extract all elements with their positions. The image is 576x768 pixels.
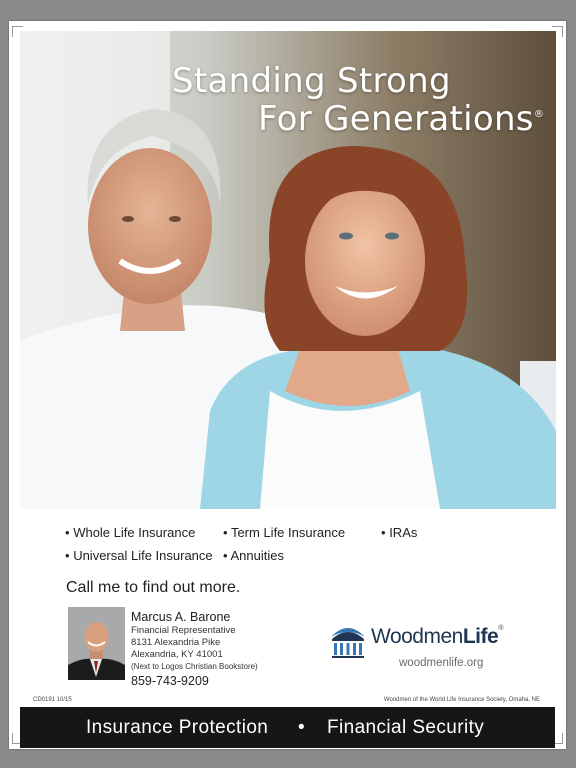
product-label: Universal Life Insurance xyxy=(73,548,213,563)
hero-photo xyxy=(20,31,556,509)
bullet: • xyxy=(223,548,228,563)
bullet: • xyxy=(65,525,70,540)
agent-title: Financial Representative xyxy=(131,625,236,636)
logo-word-life: Life xyxy=(462,625,499,648)
list-item xyxy=(381,525,417,540)
website-link[interactable]: woodmenlife.org xyxy=(399,657,484,669)
woodmenlife-logo xyxy=(329,621,503,669)
flyer-page xyxy=(9,21,566,749)
headline-line-2 xyxy=(258,99,544,139)
call-to-action: Call me to find out more. xyxy=(66,579,241,596)
agent-phone[interactable]: 859-743-9209 xyxy=(131,674,209,688)
footer-bar-right: Financial Security xyxy=(327,717,485,738)
logo-wordmark xyxy=(371,625,503,649)
agent-name: Marcus A. Barone xyxy=(131,610,231,624)
list-item xyxy=(65,525,195,540)
bullet: • xyxy=(381,525,386,540)
product-label: Whole Life Insurance xyxy=(73,525,196,540)
agent-address-line-2: Alexandria, KY 41001 xyxy=(131,649,223,660)
bullet: • xyxy=(223,525,228,540)
headline-line-2-text: For Generations xyxy=(258,99,534,139)
document-code: CD0191 10/15 xyxy=(33,697,72,703)
footer-bar-separator: • xyxy=(298,717,306,738)
agent-location-note: (Next to Logos Christian Bookstore) xyxy=(131,662,258,671)
list-item xyxy=(223,548,284,563)
society-credit: Woodmen of the World Life Insurance Society, Omaha, NE xyxy=(383,697,540,703)
columns-logo-icon xyxy=(329,621,367,659)
list-item xyxy=(65,548,213,563)
logo-word-woodmen: Woodmen xyxy=(371,625,463,648)
footer-bar xyxy=(20,707,555,748)
agent-address-line-1: 8131 Alexandria Pike xyxy=(131,637,221,648)
list-item xyxy=(223,525,345,540)
headline-line-1: Standing Strong xyxy=(172,61,451,101)
product-label: Term Life Insurance xyxy=(230,525,346,540)
logo-registered-mark: ® xyxy=(498,625,503,632)
agent-contact xyxy=(131,610,258,689)
registered-mark: ® xyxy=(533,109,545,120)
footer-bar-left: Insurance Protection xyxy=(86,717,269,738)
product-label: Annuities xyxy=(230,548,284,563)
product-label: IRAs xyxy=(389,525,418,540)
agent-photo xyxy=(68,607,125,680)
bullet: • xyxy=(65,548,70,563)
